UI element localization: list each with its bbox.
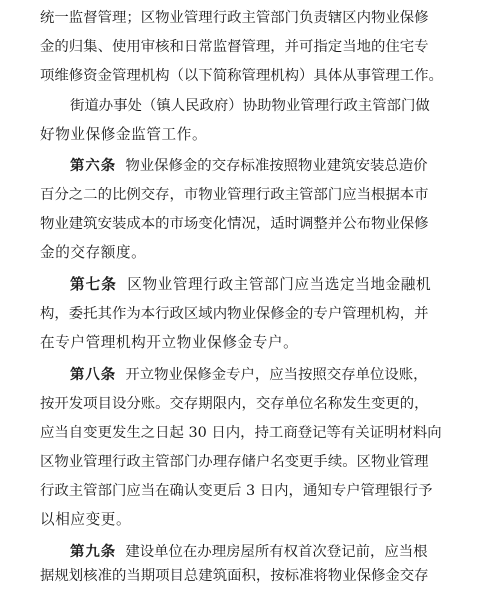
article-7-label: 第七条	[70, 276, 117, 293]
article-9-label: 第九条	[70, 544, 117, 560]
text-line: 物业保修金的交存标准按照物业建筑安装总造价	[125, 158, 428, 174]
text-line: 按开发项目设分账。交存期限内，交存单位名称发生变更的，	[40, 396, 429, 412]
article-8-label: 第八条	[70, 367, 117, 383]
text-line: 金的归集、使用审核和日常监督管理，并可指定当地的住宅专	[40, 39, 429, 55]
text-line: 百分之二的比例交存，市物业管理行政主管部门应当根据本市	[40, 187, 429, 203]
text-line: 区物业管理行政主管部门办理存储户名变更手续。区物业管理	[40, 454, 429, 470]
text-line: 好物业保修金监管工作。	[40, 126, 208, 143]
text-line: 据规划核准的当期项目总建筑面积，按标准将物业保修金交存	[40, 568, 429, 584]
text-line: 统一监督管理；区物业管理行政主管部门负责辖区内物业保修	[40, 10, 429, 26]
article-6-first-line	[70, 152, 444, 180]
text-line: 物业建筑安装成本的市场变化情况，适时调整并公布物业保修	[40, 216, 429, 232]
text-line: 区物业管理行政主管部门应当选定当地金融机	[127, 276, 432, 293]
article-6-label: 第六条	[70, 158, 117, 174]
text-line: 在专户管理机构开立物业保修金专户。	[40, 334, 299, 351]
text-line: 开立物业保修金专户，应当按照交存单位设账，	[125, 367, 428, 383]
text-line: 应当自变更发生之日起 30 日内，持工商登记等有关证明材料向	[40, 425, 442, 441]
article-8-first-line	[70, 361, 444, 389]
article-7-first-line	[70, 271, 444, 299]
text-line: 金的交存额度。	[40, 244, 147, 261]
text-line: 项维修资金管理机构（以下简称管理机构）具体从事管理工作。	[40, 68, 443, 84]
text-line: 行政主管部门应当在确认变更后 3 日内，通知专户管理银行予	[40, 483, 433, 499]
text-line: 以相应变更。	[40, 511, 132, 528]
text-line: 建设单位在办理房屋所有权首次登记前，应当根	[125, 544, 428, 560]
text-line: 街道办事处（镇人民政府）协助物业管理行政主管部门做	[70, 98, 430, 114]
text-line: 构，委托其作为本行政区域内物业保修金的专户管理机构，并	[40, 306, 429, 322]
